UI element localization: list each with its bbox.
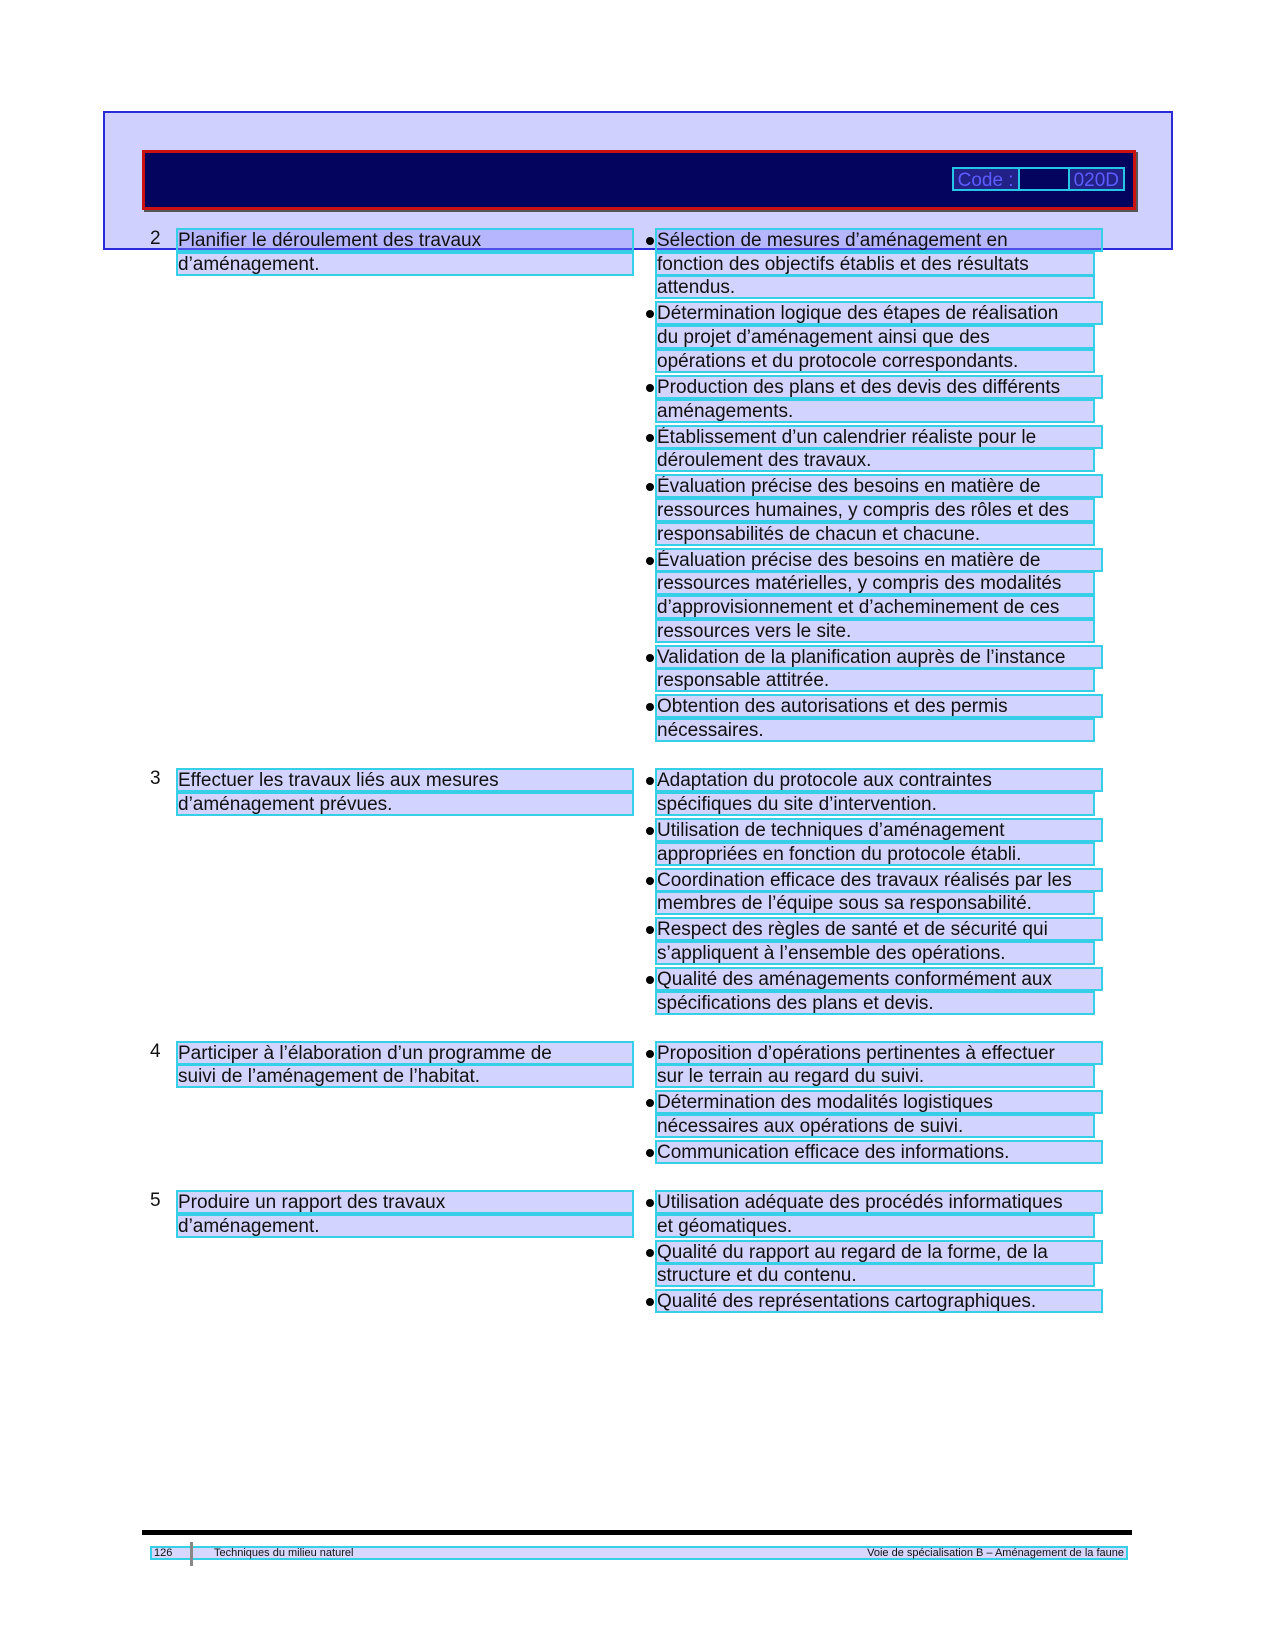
bullet-icon <box>646 654 654 662</box>
performance-criterion-line: nécessaires aux opérations de suivi. <box>655 1114 1095 1138</box>
performance-criterion-line: responsable attitrée. <box>655 668 1095 692</box>
performance-criterion-line: opérations et du protocole correspondants. <box>655 349 1095 373</box>
performance-criterion-line: sur le terrain au regard du suivi. <box>655 1064 1095 1088</box>
competency-header-bar <box>142 150 1136 210</box>
performance-criterion-line: Utilisation adéquate des procédés informatiques <box>655 1190 1103 1214</box>
competency-code <box>952 167 1125 191</box>
performance-criterion-line: aménagements. <box>655 399 1095 423</box>
performance-criterion-line: Détermination logique des étapes de réalisation <box>655 301 1103 325</box>
performance-criterion-line: spécifications des plans et devis. <box>655 991 1095 1015</box>
performance-criterion-line: Adaptation du protocole aux contraintes <box>655 768 1103 792</box>
code-label: Code : <box>952 167 1020 191</box>
performance-criterion-line: ressources vers le site. <box>655 619 1095 643</box>
performance-criterion-line: Sélection de mesures d’aménagement en <box>655 228 1103 252</box>
bullet-icon <box>646 434 654 442</box>
competency-element-line: Participer à l’élaboration d’un programme de <box>176 1041 634 1065</box>
competency-element-number: 2 <box>150 228 161 249</box>
bullet-icon <box>646 557 654 565</box>
competency-element-line: d’aménagement. <box>176 1214 634 1238</box>
code-value: 020D <box>1068 167 1125 191</box>
performance-criterion-line: Utilisation de techniques d’aménagement <box>655 818 1103 842</box>
performance-criterion-line: fonction des objectifs établis et des résultats <box>655 252 1095 276</box>
performance-criterion-line: structure et du contenu. <box>655 1263 1095 1287</box>
competency-element-line: suivi de l’aménagement de l’habitat. <box>176 1064 634 1088</box>
performance-criterion-line: responsabilités de chacun et chacune. <box>655 522 1095 546</box>
performance-criterion-line: Validation de la planification auprès de l’instance <box>655 645 1103 669</box>
footer-program-title: Techniques du milieu naturel <box>214 1547 354 1559</box>
bullet-icon <box>646 1249 654 1257</box>
bullet-icon <box>646 237 654 245</box>
performance-criterion-line: appropriées en fonction du protocole établi. <box>655 842 1095 866</box>
footer-separator <box>190 1542 193 1566</box>
code-spacer <box>1020 167 1068 191</box>
performance-criterion-line: Qualité des représentations cartographiques. <box>655 1289 1103 1313</box>
performance-criterion-line: d’approvisionnement et d’acheminement de ces <box>655 595 1095 619</box>
competency-element-line: Planifier le déroulement des travaux <box>176 228 634 252</box>
performance-criterion-line: spécifiques du site d’intervention. <box>655 792 1095 816</box>
competency-element-line: Effectuer les travaux liés aux mesures <box>176 768 634 792</box>
performance-criterion-line: Évaluation précise des besoins en matière de <box>655 548 1103 572</box>
competency-element-line: Produire un rapport des travaux <box>176 1190 634 1214</box>
performance-criterion-line: nécessaires. <box>655 718 1095 742</box>
performance-criterion-line: Respect des règles de santé et de sécurité qui <box>655 917 1103 941</box>
performance-criterion-line: Proposition d’opérations pertinentes à effectuer <box>655 1041 1103 1065</box>
bullet-icon <box>646 777 654 785</box>
bullet-icon <box>646 310 654 318</box>
bullet-icon <box>646 976 654 984</box>
performance-criterion-line: attendus. <box>655 275 1095 299</box>
performance-criterion-line: membres de l’équipe sous sa responsabilité. <box>655 891 1095 915</box>
bullet-icon <box>646 926 654 934</box>
performance-criterion-line: et géomatiques. <box>655 1214 1095 1238</box>
bullet-icon <box>646 827 654 835</box>
performance-criterion-line: s’appliquent à l’ensemble des opérations. <box>655 941 1095 965</box>
footer-specialization-title: Voie de spécialisation B – Aménagement de la faune <box>867 1547 1124 1559</box>
bullet-icon <box>646 1199 654 1207</box>
performance-criterion-line: Évaluation précise des besoins en matière de <box>655 474 1103 498</box>
performance-criterion-line: Qualité du rapport au regard de la forme, de la <box>655 1240 1103 1264</box>
bullet-icon <box>646 1099 654 1107</box>
performance-criterion-line: déroulement des travaux. <box>655 448 1095 472</box>
performance-criterion-line: ressources matérielles, y compris des modalités <box>655 571 1095 595</box>
bullet-icon <box>646 1050 654 1058</box>
bullet-icon <box>646 483 654 491</box>
performance-criterion-line: Coordination efficace des travaux réalisés par les <box>655 868 1103 892</box>
page-footer <box>150 1546 1128 1560</box>
competency-element-line: d’aménagement prévues. <box>176 792 634 816</box>
competency-element-number: 5 <box>150 1190 161 1211</box>
competency-element-line: d’aménagement. <box>176 252 634 276</box>
performance-criterion-line: Détermination des modalités logistiques <box>655 1090 1103 1114</box>
performance-criterion-line: ressources humaines, y compris des rôles et des <box>655 498 1095 522</box>
bullet-icon <box>646 1298 654 1306</box>
competency-element-number: 4 <box>150 1040 161 1062</box>
performance-criterion-line: Qualité des aménagements conformément aux <box>655 967 1103 991</box>
performance-criterion-line: Production des plans et des devis des différents <box>655 375 1103 399</box>
footer-rule <box>142 1530 1132 1535</box>
performance-criterion-line: Communication efficace des informations. <box>655 1140 1103 1164</box>
competency-element-number: 3 <box>150 768 161 790</box>
bullet-icon <box>646 703 654 711</box>
page-number: 126 <box>154 1547 173 1559</box>
performance-criterion-line: Établissement d’un calendrier réaliste pour le <box>655 425 1103 449</box>
performance-criterion-line: du projet d’aménagement ainsi que des <box>655 325 1095 349</box>
performance-criterion-line: Obtention des autorisations et des permis <box>655 694 1103 718</box>
bullet-icon <box>646 1149 654 1157</box>
bullet-icon <box>646 384 654 392</box>
bullet-icon <box>646 877 654 885</box>
